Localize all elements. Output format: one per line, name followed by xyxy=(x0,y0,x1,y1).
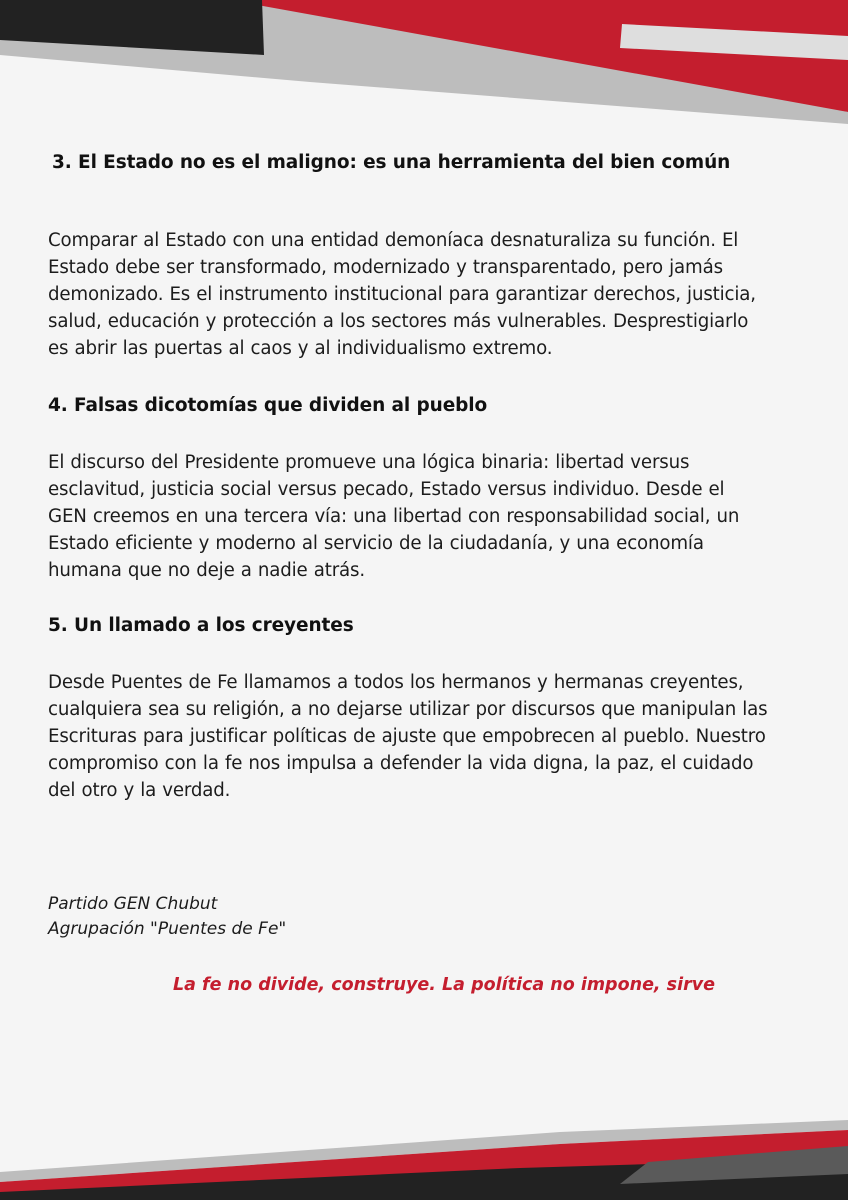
section-5-heading: 5. Un llamado a los creyentes xyxy=(48,615,354,636)
bottom-gray-stripe xyxy=(0,1120,848,1182)
section-5-body-wrap xyxy=(48,669,768,804)
top-red-band xyxy=(230,0,848,112)
top-dark-stripe xyxy=(0,0,264,55)
top-gray-stripe-long xyxy=(0,0,848,124)
motto: La fe no divide, construye. La política no impone, sirve xyxy=(173,975,715,995)
section-4-body-wrap xyxy=(48,449,768,584)
section-4-heading: 4. Falsas dicotomías que dividen al pueblo xyxy=(48,395,488,416)
section-3-body-wrap xyxy=(48,227,768,362)
section-3 xyxy=(48,152,768,173)
signature-party: Partido GEN Chubut xyxy=(48,894,218,914)
top-light-stripe xyxy=(620,24,848,60)
top-decorative-banner xyxy=(0,0,848,130)
section-5 xyxy=(48,615,768,636)
section-3-heading: 3. El Estado no es el maligno: es una herramienta del bien común xyxy=(52,152,731,173)
bottom-red-band xyxy=(0,1130,848,1200)
bottom-decorative-banner xyxy=(0,1120,848,1200)
section-5-body: Desde Puentes de Fe llamamos a todos los hermanos y hermanas creyentes, cualquiera sea su religión, a no dejarse utilizar por discursos que manipulan las Escrituras para justificar políticas de ajuste que empobrecen al pueblo. Nuestro compromiso con la fe nos impulsa a defender la vida digna, la paz, el cuidado del otro y la verdad. xyxy=(48,672,768,801)
signature-block xyxy=(48,892,768,942)
section-4-body: El discurso del Presidente promueve una lógica binaria: libertad versus esclavitud, justicia social versus pecado, Estado versus individuo. Desde el GEN creemos en una tercera vía: una libertad con responsabilidad social, un Estado eficiente y moderno al servicio de la ciudadanía, y una economía humana que no deje a nadie atrás. xyxy=(48,452,740,581)
bottom-gray-accent xyxy=(620,1146,848,1184)
bottom-dark-stripe xyxy=(0,1158,848,1200)
section-3-body: Comparar al Estado con una entidad demoníaca desnaturaliza su función. El Estado debe ser transformado, modernizado y transparentado, pero jamás demonizado. Es el instrumento institucional para garantizar derechos, justicia, salud, educación y protección a los sectores más vulnerables. Desprestigiarlo es abrir las puertas al caos y al individualismo extremo. xyxy=(48,230,756,359)
signature-group: Agrupación "Puentes de Fe" xyxy=(48,919,287,939)
section-4 xyxy=(48,395,768,416)
